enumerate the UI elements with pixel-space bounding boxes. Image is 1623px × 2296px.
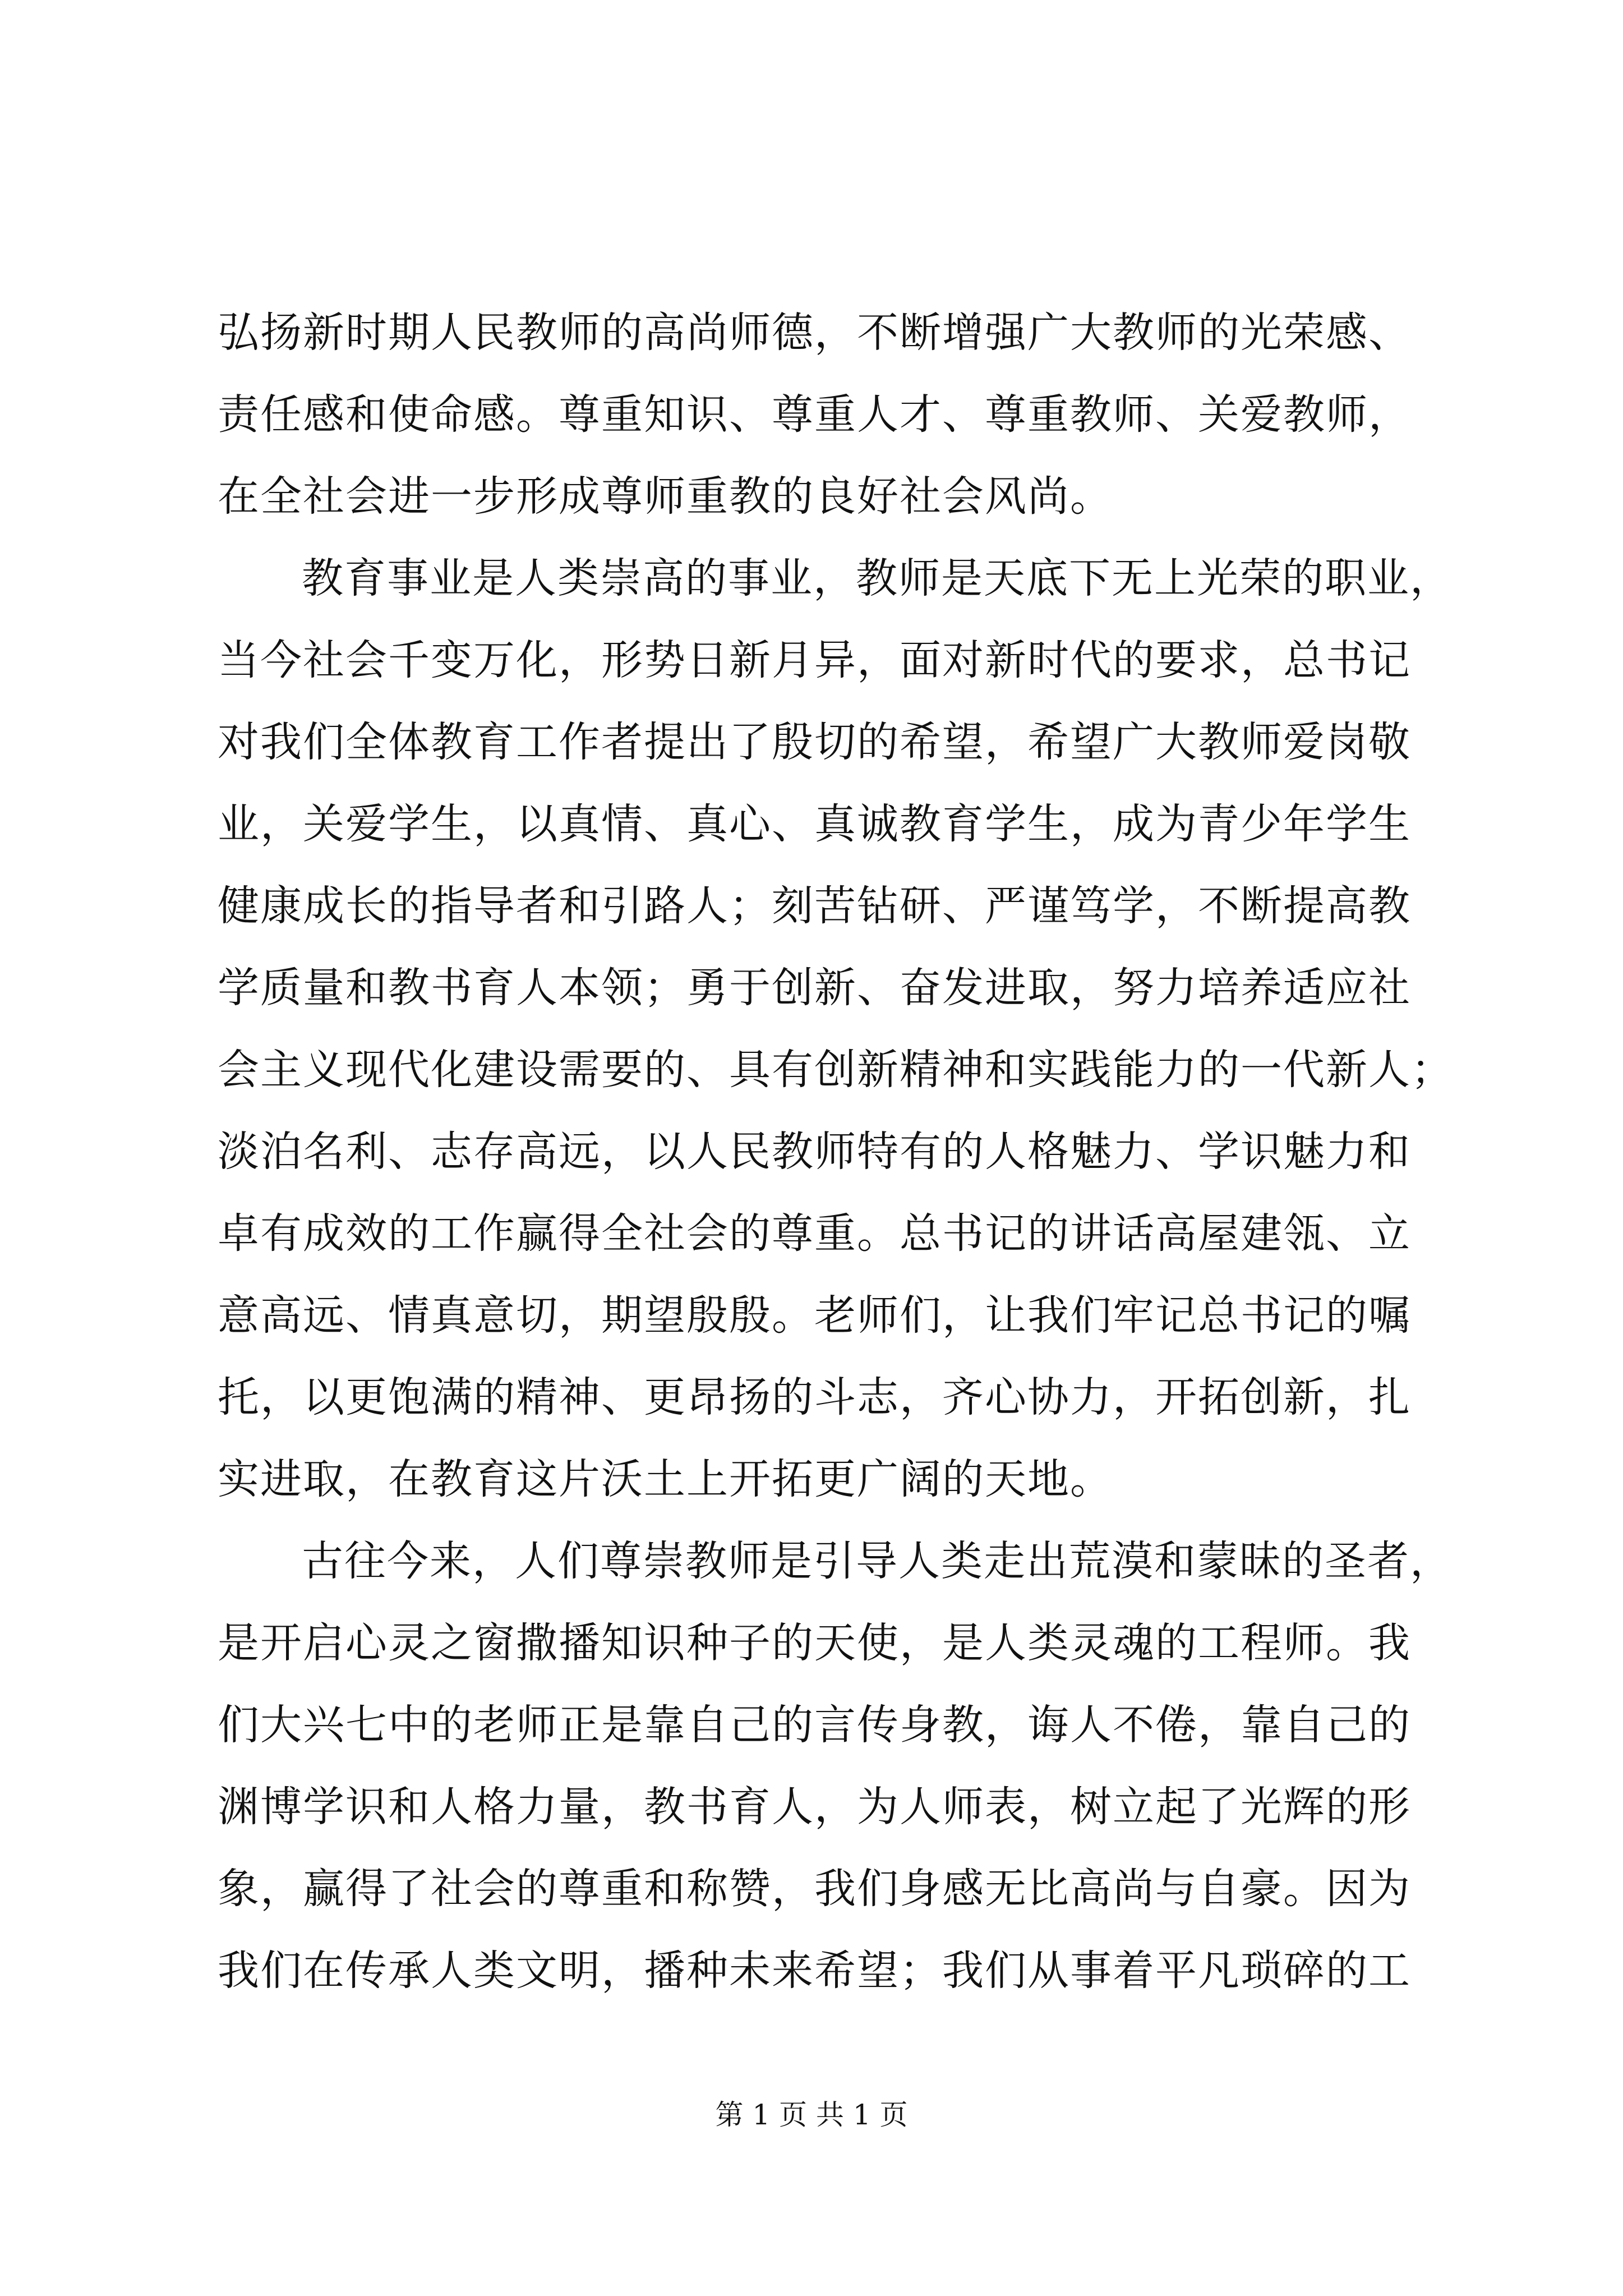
text-line: 教育事业是人类崇高的事业，教师是天底下无上光荣的职业，: [302, 554, 1453, 602]
text-line: 卓有成效的工作赢得全社会的尊重。总书记的讲话高屋建瓴、立: [218, 1209, 1411, 1258]
page-number-label: 第 1 页 共 1 页: [715, 2099, 908, 2131]
text-line: 象，赢得了社会的尊重和称赞，我们身感无比高尚与自豪。因为: [218, 1865, 1411, 1913]
body-text: [218, 292, 1454, 2012]
text-line: 托，以更饱满的精神、更昂扬的斗志，齐心协力，开拓创新，扎: [218, 1373, 1411, 1421]
text-line: 对我们全体教育工作者提出了殷切的希望，希望广大教师爱岗敬: [218, 718, 1411, 766]
text-line: 学质量和教书育人本领；勇于创新、奋发进取，努力培养适应社: [218, 964, 1411, 1012]
text-line: 我们在传承人类文明，播种未来希望；我们从事着平凡琐碎的工: [218, 1947, 1411, 1995]
text-line: 健康成长的指导者和引路人；刻苦钻研、严谨笃学，不断提高教: [218, 882, 1411, 930]
text-line: 们大兴七中的老师正是靠自己的言传身教，诲人不倦，靠自己的: [218, 1701, 1411, 1749]
text-line: 淡泊名利、志存高远，以人民教师特有的人格魅力、学识魅力和: [218, 1128, 1411, 1176]
text-line: 是开启心灵之窗撒播知识种子的天使，是人类灵魂的工程师。我: [218, 1619, 1411, 1667]
text-line: 意高远、情真意切，期望殷殷。老师们，让我们牢记总书记的嘱: [218, 1291, 1411, 1340]
text-line: 实进取，在教育这片沃土上开拓更广阔的天地。: [218, 1455, 1113, 1503]
text-line: 在全社会进一步形成尊师重教的良好社会风尚。: [218, 472, 1113, 521]
text-line: 当今社会千变万化，形势日新月异，面对新时代的要求，总书记: [218, 636, 1411, 684]
text-line: 弘扬新时期人民教师的高尚师德，不断增强广大教师的光荣感、: [218, 309, 1411, 357]
text-line: 渊博学识和人格力量，教书育人，为人师表，树立起了光辉的形: [218, 1783, 1411, 1831]
text-line: 古往今来，人们尊崇教师是引导人类走出荒漠和蒙昧的圣者，: [302, 1537, 1453, 1585]
text-line: 责任感和使命感。尊重知识、尊重人才、尊重教师、关爱教师，: [218, 390, 1411, 439]
page-footer: [0, 2095, 1623, 2134]
text-line: 会主义现代化建设需要的、具有创新精神和实践能力的一代新人；: [218, 1046, 1454, 1094]
text-line: 业，关爱学生，以真情、真心、真诚教育学生，成为青少年学生: [218, 800, 1411, 848]
